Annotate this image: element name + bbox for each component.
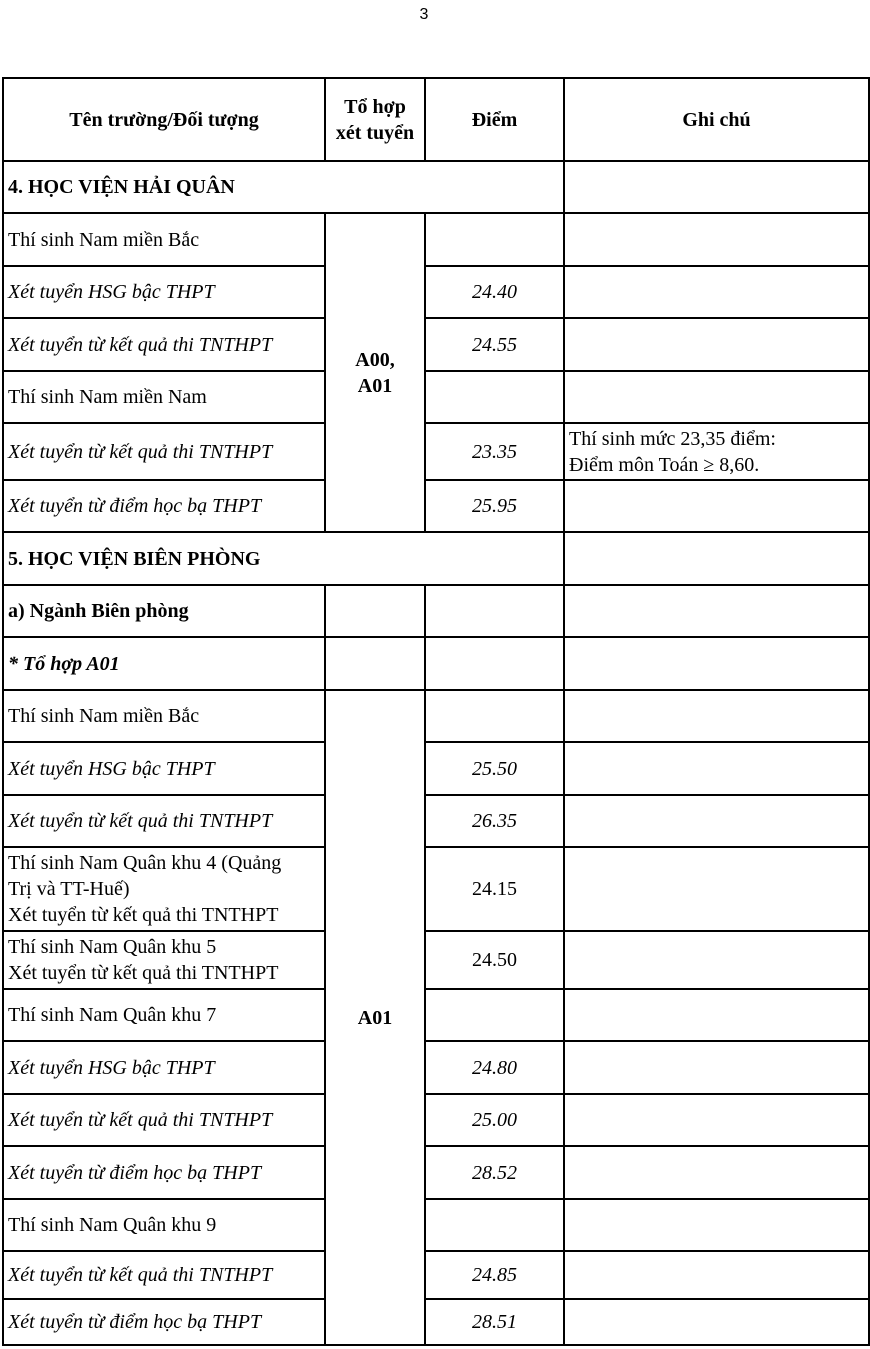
row-score: 25.50 xyxy=(425,742,564,795)
note-cell xyxy=(564,532,869,585)
combo-line2: A01 xyxy=(357,374,393,397)
table-row xyxy=(3,1146,869,1199)
admission-score-table xyxy=(2,77,870,1346)
table-row xyxy=(3,690,869,742)
row-label: Xét tuyển từ kết quả thi TNTHPT xyxy=(3,1094,325,1146)
row-label: Xét tuyển từ điểm học bạ THPT xyxy=(3,480,325,532)
row-label: Xét tuyển từ điểm học bạ THPT xyxy=(3,1299,325,1345)
section-row xyxy=(3,532,869,585)
row-label-line2: Trị và TT-Huế) xyxy=(8,878,130,900)
row-label: Xét tuyển từ kết quả thi TNTHPT xyxy=(3,1251,325,1299)
header-row xyxy=(3,78,869,161)
table-row xyxy=(3,989,869,1041)
section-row xyxy=(3,161,869,213)
row-score xyxy=(425,371,564,423)
major-row xyxy=(3,585,869,637)
row-score: 28.52 xyxy=(425,1146,564,1199)
row-label-line2: Xét tuyển từ kết quả thi TNTHPT xyxy=(8,962,279,984)
table-row xyxy=(3,423,869,480)
combo-heading: * Tổ hợp A01 xyxy=(3,637,325,690)
row-score: 24.50 xyxy=(425,931,564,989)
row-score: 24.55 xyxy=(425,318,564,371)
row-label: Thí sinh Nam miền Bắc xyxy=(3,690,325,742)
note-cell xyxy=(564,690,869,742)
major-title: a) Ngành Biên phòng xyxy=(3,585,325,637)
section-title: 4. HỌC VIỆN HẢI QUÂN xyxy=(3,161,564,213)
note-cell xyxy=(564,1299,869,1345)
note-cell xyxy=(564,1251,869,1299)
row-score: 26.35 xyxy=(425,795,564,847)
row-score: 25.00 xyxy=(425,1094,564,1146)
row-label: Xét tuyển HSG bậc THPT xyxy=(3,742,325,795)
row-label: Xét tuyển HSG bậc THPT xyxy=(3,266,325,318)
row-label xyxy=(3,847,325,931)
note-cell xyxy=(564,480,869,532)
row-label: Thí sinh Nam miền Bắc xyxy=(3,213,325,266)
note-cell xyxy=(564,318,869,371)
row-score: 24.85 xyxy=(425,1251,564,1299)
row-score xyxy=(425,989,564,1041)
note-cell xyxy=(564,585,869,637)
table-row xyxy=(3,318,869,371)
note-cell xyxy=(564,1146,869,1199)
table-row xyxy=(3,1251,869,1299)
page-number: 3 xyxy=(419,6,429,23)
note-cell xyxy=(564,423,869,480)
score-cell xyxy=(425,637,564,690)
header-combo-line2: xét tuyển xyxy=(335,121,415,144)
note-line2: Điểm môn Toán ≥ 8,60. xyxy=(569,453,760,476)
row-label: Thí sinh Nam Quân khu 7 xyxy=(3,989,325,1041)
row-score: 25.95 xyxy=(425,480,564,532)
row-label-line1: Thí sinh Nam Quân khu 5 xyxy=(8,936,217,958)
row-label: Xét tuyển từ kết quả thi TNTHPT xyxy=(3,423,325,480)
note-cell xyxy=(564,637,869,690)
table-row xyxy=(3,931,869,989)
table-row xyxy=(3,742,869,795)
header-combo xyxy=(325,78,425,161)
row-label: Thí sinh Nam miền Nam xyxy=(3,371,325,423)
table-row xyxy=(3,1094,869,1146)
note-line1: Thí sinh mức 23,35 điểm: xyxy=(569,427,776,450)
combo-cell xyxy=(325,637,425,690)
table-row xyxy=(3,1299,869,1345)
note-cell xyxy=(564,1041,869,1094)
note-cell xyxy=(564,266,869,318)
score-cell xyxy=(425,585,564,637)
row-score: 23.35 xyxy=(425,423,564,480)
table-row xyxy=(3,847,869,931)
row-score xyxy=(425,213,564,266)
row-label: Thí sinh Nam Quân khu 9 xyxy=(3,1199,325,1251)
row-score xyxy=(425,690,564,742)
combo-line1: A00, xyxy=(355,348,395,371)
table-row xyxy=(3,1199,869,1251)
combo-heading-row xyxy=(3,637,869,690)
header-combo-line1: Tổ hợp xyxy=(344,95,406,118)
note-cell xyxy=(564,1094,869,1146)
note-cell xyxy=(564,1199,869,1251)
header-target: Tên trường/Đối tượng xyxy=(3,78,325,161)
table-row xyxy=(3,213,869,266)
header-score: Điểm xyxy=(425,78,564,161)
table-row xyxy=(3,795,869,847)
note-cell xyxy=(564,213,869,266)
note-cell xyxy=(564,989,869,1041)
header-note: Ghi chú xyxy=(564,78,869,161)
row-label xyxy=(3,931,325,989)
row-score xyxy=(425,1199,564,1251)
row-label: Xét tuyển từ kết quả thi TNTHPT xyxy=(3,795,325,847)
combo-cell: A01 xyxy=(325,690,425,1345)
note-cell xyxy=(564,161,869,213)
combo-cell xyxy=(325,585,425,637)
row-label: Xét tuyển HSG bậc THPT xyxy=(3,1041,325,1094)
table-row xyxy=(3,371,869,423)
row-score: 24.40 xyxy=(425,266,564,318)
note-cell xyxy=(564,931,869,989)
table-row xyxy=(3,480,869,532)
table-row xyxy=(3,266,869,318)
row-label-line3: Xét tuyển từ kết quả thi TNTHPT xyxy=(8,904,279,926)
row-label: Xét tuyển từ kết quả thi TNTHPT xyxy=(3,318,325,371)
row-score: 28.51 xyxy=(425,1299,564,1345)
table-row xyxy=(3,1041,869,1094)
combo-cell xyxy=(325,213,425,532)
row-label-line1: Thí sinh Nam Quân khu 4 (Quảng xyxy=(8,852,282,874)
row-score: 24.80 xyxy=(425,1041,564,1094)
note-cell xyxy=(564,742,869,795)
note-cell xyxy=(564,847,869,931)
note-cell xyxy=(564,795,869,847)
note-cell xyxy=(564,371,869,423)
row-label: Xét tuyển từ điểm học bạ THPT xyxy=(3,1146,325,1199)
row-score: 24.15 xyxy=(425,847,564,931)
section-title: 5. HỌC VIỆN BIÊN PHÒNG xyxy=(3,532,564,585)
